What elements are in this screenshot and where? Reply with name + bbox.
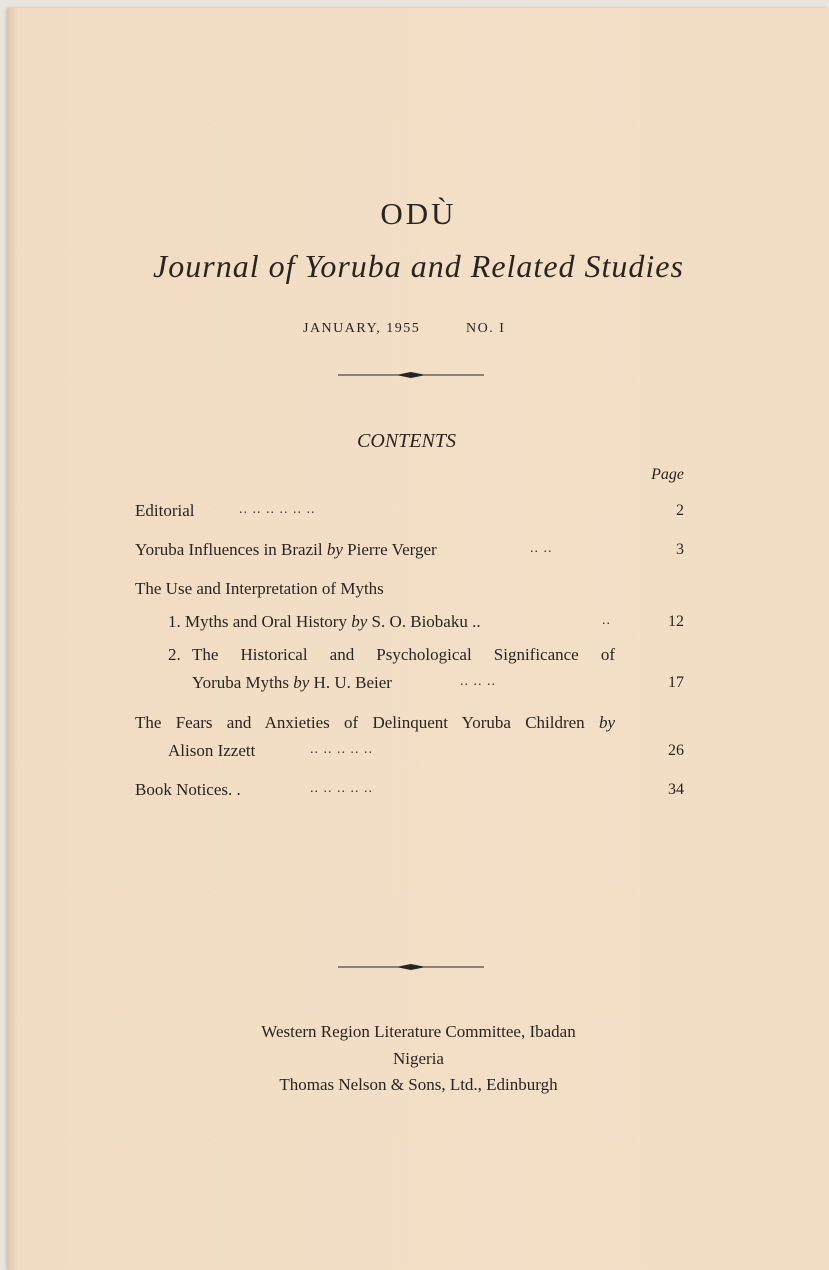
contents-heading: CONTENTS bbox=[357, 430, 456, 452]
entry-title: The Fears and Anxieties of Delinquent Yoruba Children bbox=[135, 713, 585, 732]
journal-subtitle: Journal of Yoruba and Related Studies bbox=[153, 248, 684, 284]
by-label: by bbox=[293, 673, 310, 692]
leader-dots: .. .. .. .. .. bbox=[310, 781, 373, 796]
publisher-line-2: Nigeria bbox=[393, 1049, 444, 1068]
entry-author: H. U. Beier bbox=[313, 673, 392, 692]
entry-author: Pierre Verger bbox=[347, 540, 437, 559]
by-label: by bbox=[351, 612, 368, 631]
issue-date: JANUARY, 1955 bbox=[303, 321, 421, 336]
journal-title: ODÙ bbox=[380, 196, 457, 231]
leader-dots: .. .. .. .. .. .. bbox=[239, 502, 316, 517]
entry-number: 2. bbox=[168, 645, 181, 664]
page-number: 12 bbox=[668, 613, 684, 630]
toc-entry-yoruba-influences bbox=[135, 540, 437, 564]
page-column-label: Page bbox=[651, 466, 684, 483]
entry-author: S. O. Biobaku .. bbox=[371, 612, 481, 631]
publisher-line-1: Western Region Literature Committee, Ibadan bbox=[261, 1022, 576, 1041]
leader-dots: .. bbox=[602, 613, 611, 628]
by-label: by bbox=[326, 540, 343, 559]
entry-number: 1. bbox=[168, 612, 181, 631]
leader-dots: .. .. .. bbox=[460, 674, 496, 689]
entry-author: Alison Izzett bbox=[168, 741, 256, 760]
leader-dots: .. .. bbox=[530, 541, 553, 556]
entry-title: Yoruba Influences in Brazil bbox=[135, 540, 323, 559]
entry-title: Yoruba Myths bbox=[192, 673, 289, 692]
ornament-divider-icon bbox=[338, 370, 484, 380]
ornament-divider-icon bbox=[338, 962, 484, 972]
page-number: 26 bbox=[668, 742, 684, 759]
toc-entry-book-notices: Book Notices. . bbox=[135, 780, 241, 799]
issue-number: NO. I bbox=[466, 321, 506, 336]
publisher-line-3: Thomas Nelson & Sons, Ltd., Edinburgh bbox=[279, 1075, 558, 1094]
page-number: 34 bbox=[668, 781, 684, 798]
toc-entry-historical-significance-cont bbox=[192, 673, 392, 697]
page-number: 3 bbox=[676, 541, 684, 558]
toc-entry-myths-oral-history bbox=[168, 612, 481, 636]
toc-entry-fears-anxieties bbox=[135, 713, 615, 737]
toc-entry-editorial: Editorial bbox=[135, 501, 195, 520]
toc-section-myths: The Use and Interpretation of Myths bbox=[135, 579, 384, 598]
page-number: 2 bbox=[676, 502, 684, 519]
page-number: 17 bbox=[668, 674, 684, 691]
journal-page bbox=[8, 8, 829, 1270]
by-label: by bbox=[598, 713, 615, 732]
leader-dots: .. .. .. .. .. bbox=[310, 742, 373, 757]
entry-title: Myths and Oral History bbox=[185, 612, 347, 631]
toc-entry-historical-significance: The Historical and Psychological Significance of bbox=[192, 645, 615, 664]
